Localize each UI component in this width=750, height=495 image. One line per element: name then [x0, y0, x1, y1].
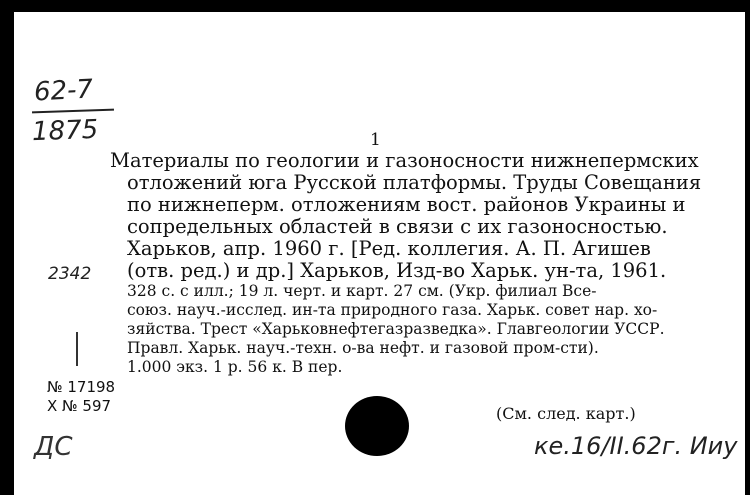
shelf-mark-bottom: 1875 — [31, 114, 99, 148]
record-line: Материалы по геологии и газоносности нижнепермских — [110, 149, 699, 172]
record-line: по нижнеперм. отложениям вост. районов Украины и — [127, 193, 686, 216]
physical-description — [110, 282, 710, 377]
shelf-mark-top: 62-7 — [33, 74, 94, 108]
inventory-number-secondary: X № 597 — [47, 397, 112, 415]
description-line: Правл. Харьк. науч.-техн. о-ва нефт. и газовой пром-сти). — [127, 339, 599, 357]
margin-mark — [76, 332, 78, 366]
record-line: отложений юга Русской платформы. Труды Совещания — [127, 171, 702, 194]
inventory-number: № 17198 — [47, 378, 116, 396]
continuation-note: (См. след. карт.) — [496, 404, 636, 423]
catalog-card — [14, 12, 745, 495]
bibliographic-record — [110, 150, 710, 377]
card-number: 1 — [370, 130, 381, 150]
description-line: союз. науч.-исслед. ин-та природного газа. Харьк. совет нар. хо- — [127, 301, 658, 319]
record-line: Харьков, апр. 1960 г. [Ред. коллегия. А. П. Агишев — [127, 237, 651, 260]
description-line: зяйства. Трест «Харьковнефтегазразведка». Главгеологии УССР. — [127, 320, 665, 338]
record-line: сопредельных областей в связи с их газоносностью. — [127, 215, 668, 238]
punch-hole — [345, 396, 409, 456]
shelf-mark-divider — [32, 109, 114, 114]
record-line: (отв. ред.) и др.] Харьков, Изд-во Харьк. ун-та, 1961. — [127, 259, 667, 282]
description-line: 328 с. с илл.; 19 л. черт. и карт. 27 см. (Укр. филиал Все- — [127, 282, 597, 300]
margin-note: 2342 — [48, 264, 92, 284]
signature-left: ДС — [34, 432, 73, 462]
signature-right: ке.16/II.62г. Ииу — [534, 432, 738, 460]
description-line: 1.000 экз. 1 р. 56 к. В пер. — [127, 358, 343, 376]
